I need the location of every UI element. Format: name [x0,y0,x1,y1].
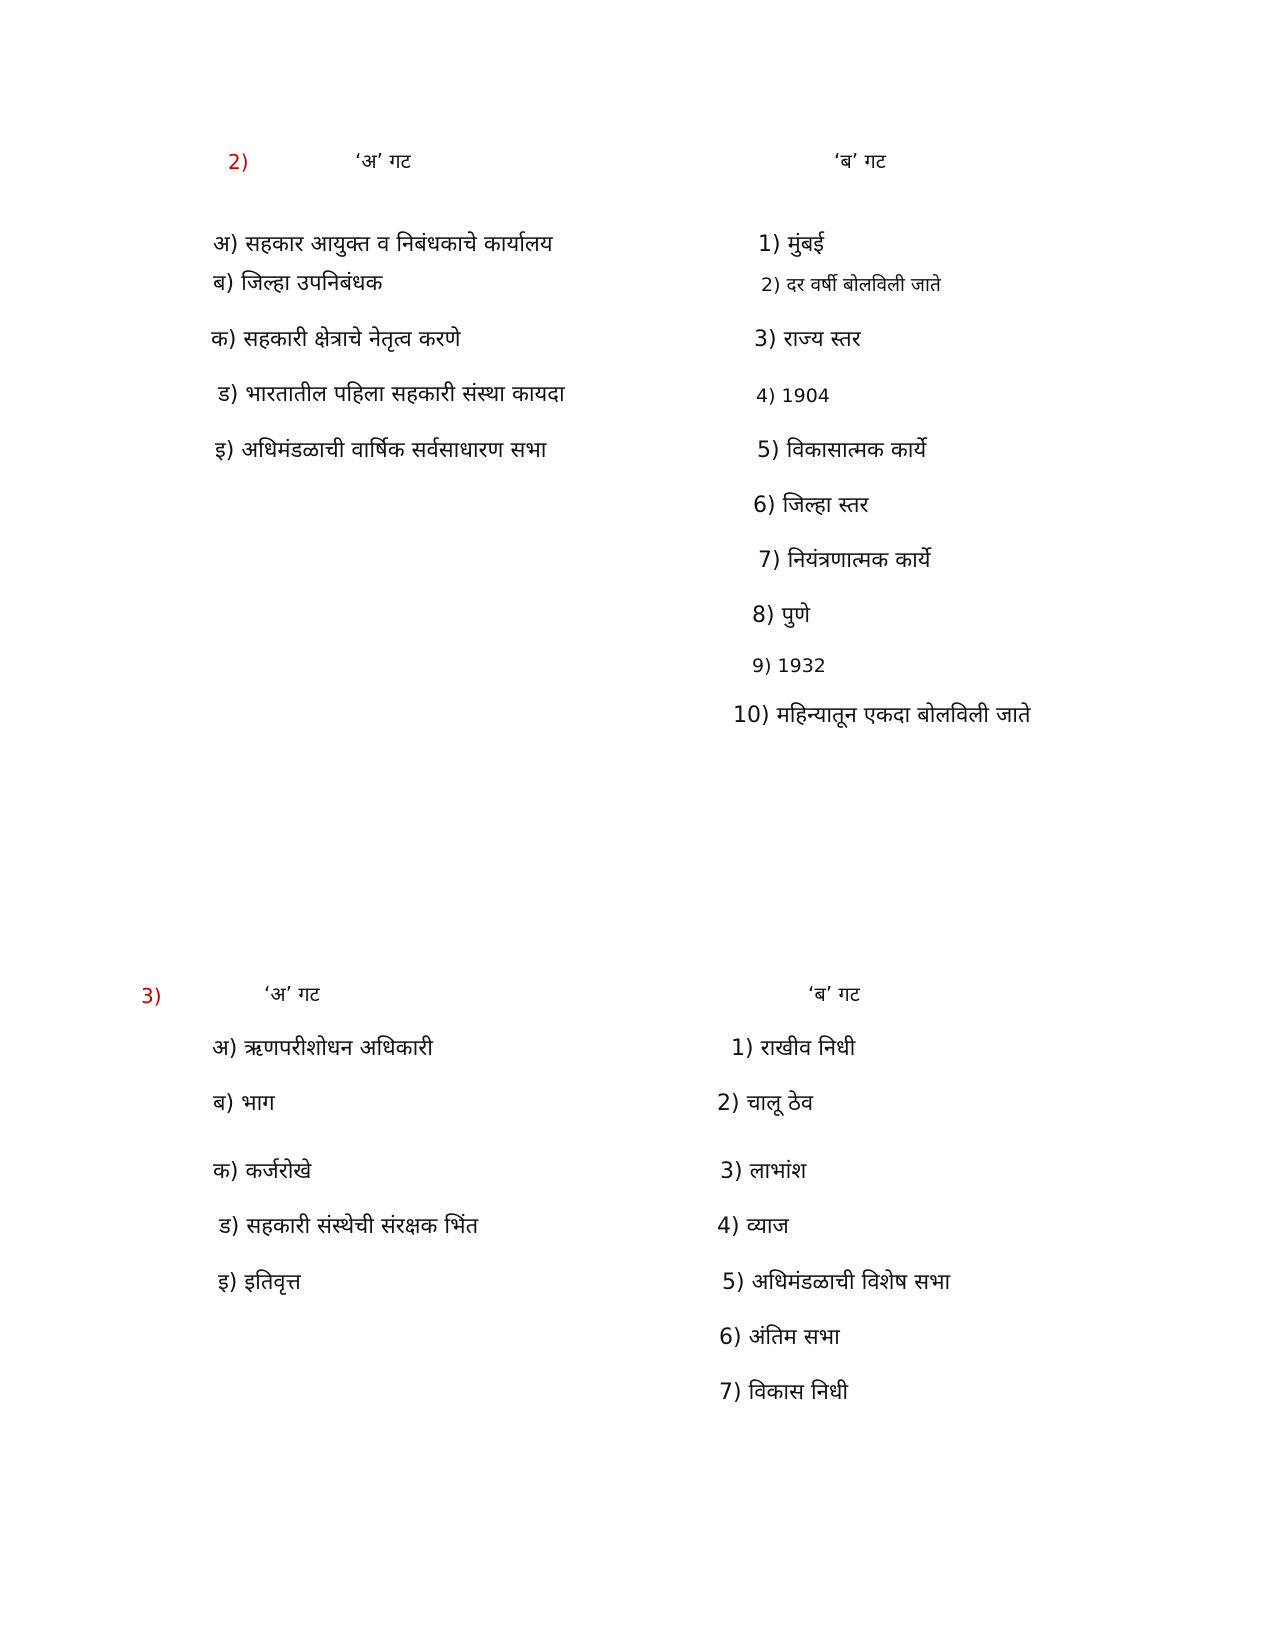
col-b-item: 2) दर वर्षी बोलविली जाते [761,274,941,296]
col-b-item: 4) 1904 [756,385,830,407]
col-b-item: 1) मुंबई [758,232,825,257]
column-b-header: ‘ब’ गट [808,982,860,1006]
column-a-header: ‘अ’ गट [355,149,411,173]
col-b-item: 8) पुणे [752,603,810,628]
question-number: 2) [228,150,249,174]
col-b-item: 7) विकास निधी [719,1380,849,1405]
col-b-item: 10) महिन्यातून एकदा बोलविली जाते [733,703,1031,728]
col-b-item: 9) 1932 [752,655,826,677]
col-b-item: 6) अंतिम सभा [719,1325,840,1350]
col-b-item: 3) राज्य स्तर [754,327,861,352]
question-number: 3) [141,984,162,1008]
col-b-item: 2) चालू ठेव [717,1091,814,1116]
col-a-item: ब) भाग [213,1091,275,1116]
col-b-item: 5) विकासात्मक कार्ये [757,438,927,463]
col-a-item: ब) जिल्हा उपनिबंधक [213,271,383,296]
col-b-item: 1) राखीव निधी [731,1036,856,1061]
column-a-header: ‘अ’ गट [264,982,320,1006]
col-b-item: 3) लाभांश [720,1159,807,1184]
col-a-item: ड) सहकारी संस्थेची संरक्षक भिंत [219,1214,479,1239]
col-a-item: अ) ऋणपरीशोधन अधिकारी [212,1036,433,1061]
col-a-item: ड) भारतातील पहिला सहकारी संस्था कायदा [218,382,565,407]
column-b-header: ‘ब’ गट [834,149,886,173]
col-b-item: 7) नियंत्रणात्मक कार्ये [758,548,931,573]
col-a-item: क) सहकारी क्षेत्राचे नेतृत्व करणे [211,327,461,352]
col-a-item: इ) इतिवृत्त [218,1270,301,1295]
col-a-item: अ) सहकार आयुक्त व निबंधकाचे कार्यालय [213,232,553,257]
col-a-item: क) कर्जरोखे [213,1159,312,1184]
col-b-item: 5) अधिमंडळाची विशेष सभा [722,1270,951,1295]
col-b-item: 6) जिल्हा स्तर [753,493,869,518]
col-a-item: इ) अधिमंडळाची वार्षिक सर्वसाधारण सभा [215,438,547,463]
col-b-item: 4) व्याज [717,1214,789,1239]
